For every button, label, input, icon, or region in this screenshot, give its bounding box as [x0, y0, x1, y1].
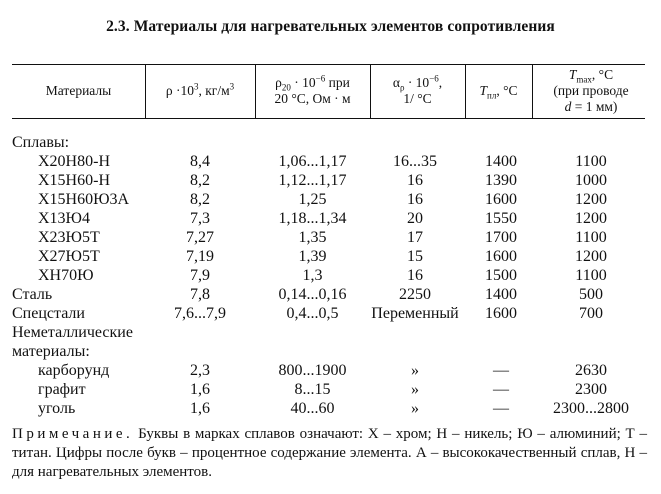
resistivity-cell: 40...60 — [290, 400, 335, 417]
max-temp-cell: 1200 — [575, 210, 607, 227]
resistivity-cell: 1,39 — [298, 248, 327, 265]
temp-coefficient-cell: 15 — [407, 248, 423, 265]
max-temp-cell: 1000 — [575, 172, 607, 189]
melting-temp-cell: 1600 — [485, 191, 517, 208]
max-temp-cell: 700 — [579, 305, 603, 322]
max-temp-cell: 1100 — [575, 267, 607, 284]
density-cell: 7,3 — [190, 210, 210, 227]
density-cell: 7,27 — [186, 229, 214, 246]
temp-coefficient-cell: » — [411, 400, 419, 417]
temp-coefficient-cell: » — [411, 381, 419, 398]
table-row — [0, 342, 661, 361]
material-name-cell: Х15Н60-Н — [38, 172, 110, 189]
note-label: Примечание. — [12, 426, 134, 442]
material-name-cell: Х13Ю4 — [38, 210, 90, 227]
resistivity-cell: 0,4...0,5 — [286, 305, 339, 322]
temp-coefficient-cell: 16 — [407, 172, 423, 189]
resistivity-cell: 1,18...1,34 — [278, 210, 347, 227]
temp-coefficient-cell: 20 — [407, 210, 423, 227]
max-temp-cell: 1200 — [575, 191, 607, 208]
table-row — [0, 133, 661, 152]
material-name-cell: Х15Н60Ю3А — [38, 191, 130, 208]
header-materials: Материалы — [45, 83, 112, 98]
max-temp-cell: 2300...2800 — [553, 400, 629, 417]
melting-temp-cell: 1700 — [485, 229, 517, 246]
temp-coefficient-cell: 16 — [407, 191, 423, 208]
header-resistivity: $\rho_{20} \cdot 10^{-6}$ при 20 °С, Ом · м — [274, 73, 351, 106]
table-row — [0, 209, 661, 228]
table-row — [0, 152, 661, 171]
melting-temp-cell: 1400 — [485, 286, 517, 303]
density-cell: 8,2 — [190, 172, 210, 189]
melting-temp-cell: 1600 — [485, 305, 517, 322]
max-temp-cell: 2300 — [575, 381, 607, 398]
max-temp-cell: 2630 — [575, 362, 607, 379]
header-temp-coefficient: $\alpha_\rho \cdot 10^{-6}$, 1/ °С — [392, 73, 443, 106]
density-cell: 8,2 — [190, 191, 210, 208]
density-cell: 1,6 — [190, 400, 210, 417]
density-cell: 8,4 — [190, 153, 210, 170]
melting-temp-cell: 1500 — [485, 267, 517, 284]
melting-temp-cell: 1600 — [485, 248, 517, 265]
temp-coefficient-cell: » — [411, 362, 419, 379]
max-temp-cell: 1100 — [575, 153, 607, 170]
resistivity-cell: 1,06...1,17 — [278, 153, 347, 170]
table-row — [0, 266, 661, 285]
table-row — [0, 304, 661, 323]
table-row — [0, 247, 661, 266]
density-cell: 7,6...7,9 — [174, 305, 226, 322]
resistivity-cell: 0,14...0,16 — [278, 286, 347, 303]
material-name-cell: карборунд — [38, 362, 110, 379]
material-name-cell: Х27Ю5Т — [38, 248, 100, 265]
temp-coefficient-cell: Переменный — [371, 305, 459, 322]
table-row — [0, 190, 661, 209]
table-row — [0, 323, 661, 342]
melting-temp-cell: — — [493, 400, 509, 417]
header-melting-temp: $T_{пл}$, °С — [479, 83, 518, 101]
header-max-temp: $T_{max}$, °С (при проводе d = 1 мм) — [553, 67, 629, 114]
max-temp-cell: 500 — [579, 286, 603, 303]
header-density: $\rho \cdot 10^3$, $кг/м^3$ — [165, 81, 235, 98]
material-name-cell: материалы: — [12, 343, 90, 360]
note-text: Буквы в марках сплавов означают: Х – хром; Н – никель; Ю – алюминий; Т – титан. Цифры после букв – процентное содержание элемента. А – высококачественный сплав, Н – для нагревательных элементов. — [12, 426, 647, 480]
material-name-cell: графит — [38, 381, 86, 398]
header-top-rule — [12, 64, 645, 65]
temp-coefficient-cell: 16...35 — [393, 153, 437, 170]
density-cell: 7,19 — [186, 248, 214, 265]
melting-temp-cell: — — [493, 381, 509, 398]
material-name-cell: уголь — [38, 400, 76, 417]
material-name-cell: Х23Ю5Т — [38, 229, 100, 246]
melting-temp-cell: 1550 — [485, 210, 517, 227]
material-name-cell: Сталь — [12, 286, 53, 303]
table-row — [0, 228, 661, 247]
melting-temp-cell: — — [493, 362, 509, 379]
table-row — [0, 361, 661, 380]
resistivity-cell: 1,12...1,17 — [278, 172, 347, 189]
resistivity-cell: 8...15 — [294, 381, 331, 398]
table-title: 2.3. Материалы для нагревательных элементов сопротивления — [106, 18, 555, 35]
material-name-cell: ХН70Ю — [38, 267, 94, 284]
resistivity-cell: 800...1900 — [278, 362, 347, 379]
max-temp-cell: 1200 — [575, 248, 607, 265]
density-cell: 1,6 — [190, 381, 210, 398]
melting-temp-cell: 1390 — [485, 172, 517, 189]
material-name-cell: Спецстали — [12, 305, 85, 322]
table-row — [0, 399, 661, 418]
temp-coefficient-cell: 2250 — [399, 286, 431, 303]
density-cell: 2,3 — [190, 362, 210, 379]
material-name-cell: Неметаллические — [12, 324, 133, 341]
table-row — [0, 171, 661, 190]
header-bottom-rule — [12, 118, 645, 119]
density-cell: 7,9 — [190, 267, 210, 284]
temp-coefficient-cell: 17 — [407, 229, 423, 246]
resistivity-cell: 1,3 — [302, 267, 323, 284]
density-cell: 7,8 — [190, 286, 210, 303]
max-temp-cell: 1100 — [575, 229, 607, 246]
resistivity-cell: 1,25 — [298, 191, 327, 208]
temp-coefficient-cell: 16 — [407, 267, 423, 284]
table-row — [0, 285, 661, 304]
resistivity-cell: 1,35 — [298, 229, 327, 246]
material-name-cell: Сплавы: — [12, 134, 70, 151]
table-note — [12, 425, 647, 482]
table-row — [0, 380, 661, 399]
material-name-cell: Х20Н80-Н — [38, 153, 110, 170]
melting-temp-cell: 1400 — [485, 153, 517, 170]
